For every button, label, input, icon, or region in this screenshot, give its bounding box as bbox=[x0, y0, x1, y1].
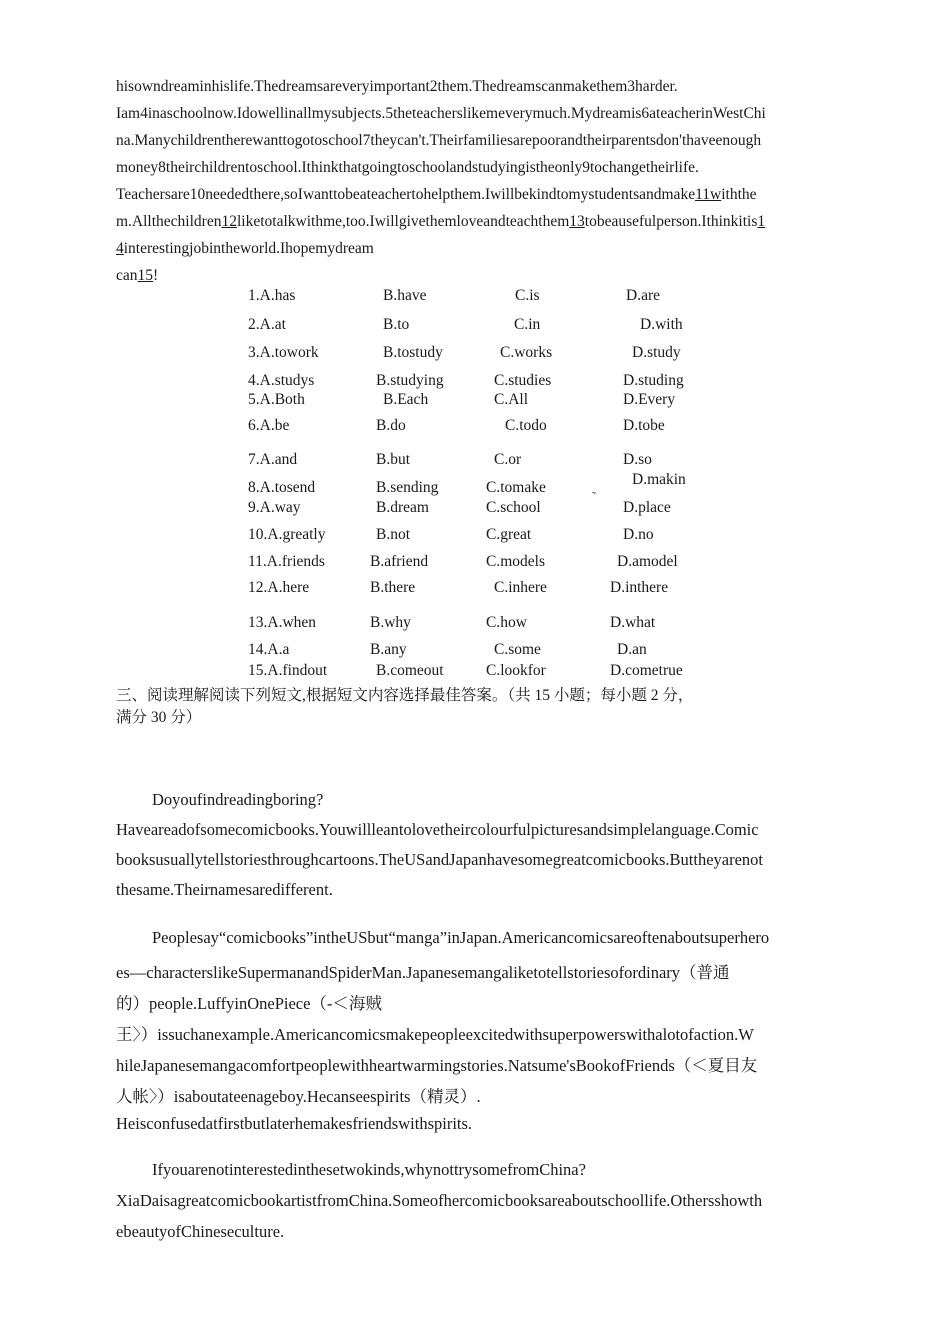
option-d: D.no bbox=[623, 526, 654, 543]
option-d: D.studing bbox=[623, 372, 684, 389]
passage-line: hileJapanesemangacomfortpeoplewithheartwarmingstories.Natsume'sBookofFriends（＜夏目友 bbox=[116, 1056, 758, 1075]
option-a: 7.A.and bbox=[248, 451, 298, 468]
option-a: 15.A.findout bbox=[248, 662, 328, 679]
option-a: 2.A.at bbox=[248, 316, 286, 333]
blank-marker: 12 bbox=[221, 213, 237, 230]
passage-line: booksusuallytellstoriesthroughcartoons.TheUSandJapanhavesomegreatcomicbooks.Buttheyarenot bbox=[116, 850, 764, 869]
blank-marker: 4 bbox=[116, 240, 124, 257]
option-c: C.or bbox=[494, 451, 522, 468]
option-b: B.tostudy bbox=[383, 344, 443, 361]
option-b: B.comeout bbox=[376, 662, 444, 679]
option-a: 13.A.when bbox=[248, 614, 317, 631]
option-b: B.studying bbox=[376, 372, 444, 389]
passage-line: 王〉）issuchanexample.Americancomicsmakepeopleexcitedwithsuperpowerswithalotofaction.W bbox=[116, 1025, 754, 1044]
option-b: B.afriend bbox=[370, 553, 429, 570]
option-b: B.do bbox=[376, 417, 406, 434]
option-c: C.great bbox=[486, 526, 532, 543]
passage-line: es—characterslikeSupermanandSpiderMan.Japanesemangaliketotellstoriesofordinary（普通 bbox=[116, 963, 730, 982]
option-d: D.are bbox=[626, 287, 660, 304]
cloze-line: na.Manychildrentherewanttogotoschool7theycan't.Theirfamiliesarepoorandtheirparentsdon'thaveenough bbox=[116, 132, 762, 149]
option-c: C.some bbox=[494, 641, 541, 658]
option-b: B.Each bbox=[383, 391, 429, 408]
passage-line: Peoplesay“comicbooks”intheUSbut“manga”inJapan.Americancomicsareoftenaboutsuperhero bbox=[152, 928, 770, 947]
section-heading-line: 满分 30 分） bbox=[116, 709, 202, 726]
option-c: C.school bbox=[486, 499, 541, 516]
blank-marker: 1 bbox=[757, 213, 766, 230]
cloze-line: hisowndreaminhislife.Thedreamsareveryimportant2them.Thedreamscanmakethem3harder. bbox=[116, 78, 678, 95]
option-b: B.any bbox=[370, 641, 407, 658]
option-d: D.with bbox=[640, 316, 683, 333]
cloze-line: can15! bbox=[116, 267, 159, 284]
option-a: 11.A.friends bbox=[248, 553, 325, 570]
passage-line: Haveareadofsomecomicbooks.Youwillleantolovetheircolourfulpicturesandsimplelanguage.Comic bbox=[116, 820, 759, 839]
option-a: 3.A.towork bbox=[248, 344, 319, 361]
option-c: C.is bbox=[515, 287, 540, 304]
option-c: C.All bbox=[494, 391, 529, 408]
scan-artifact: ˜ bbox=[592, 489, 596, 503]
option-a: 8.A.tosend bbox=[248, 479, 316, 496]
option-a: 14.A.a bbox=[248, 641, 290, 658]
option-b: B.there bbox=[370, 579, 416, 596]
passage-line: Ifyouarenotinterestedinthesetwokinds,whynottrysomefromChina? bbox=[152, 1160, 586, 1179]
option-d: D.an bbox=[617, 641, 647, 658]
option-a: 12.A.here bbox=[248, 579, 310, 596]
cloze-line: money8theirchildrentoschool.Ithinkthatgoingtoschoolandstudyingistheonly9tochangetheirlife. bbox=[116, 159, 699, 176]
option-b: B.but bbox=[376, 451, 411, 468]
option-d: D.so bbox=[623, 451, 652, 468]
blank-marker: 11w bbox=[695, 186, 722, 203]
option-d: D.study bbox=[632, 344, 681, 361]
option-b: B.not bbox=[376, 526, 411, 543]
blank-marker: 13 bbox=[569, 213, 585, 230]
option-a: 9.A.way bbox=[248, 499, 301, 516]
option-b: B.dream bbox=[376, 499, 429, 516]
passage-line: Heisconfusedatfirstbutlaterhemakesfriendswithspirits. bbox=[116, 1114, 473, 1133]
passage-line: 的）people.LuffyinOnePiece（-＜海贼 bbox=[116, 994, 382, 1013]
passage-line: XiaDaisagreatcomicbookartistfromChina.Someofhercomicbooksareaboutschoollife.Othersshowth bbox=[116, 1191, 763, 1210]
option-c: C.todo bbox=[505, 417, 547, 434]
option-c: C.tomake bbox=[486, 479, 546, 496]
option-c: C.works bbox=[500, 344, 553, 361]
passage-line: Doyoufindreadingboring? bbox=[152, 790, 324, 809]
option-d: D.Every bbox=[623, 391, 676, 408]
option-c: C.studies bbox=[494, 372, 552, 389]
option-d: D.amodel bbox=[617, 553, 678, 570]
cloze-line: 4interestingjobintheworld.Ihopemydream bbox=[116, 240, 374, 257]
option-c: C.lookfor bbox=[486, 662, 546, 679]
option-b: B.why bbox=[370, 614, 411, 631]
option-d: D.inthere bbox=[610, 579, 669, 596]
option-c: C.in bbox=[514, 316, 541, 333]
passage-line: thesame.Theirnamesaredifferent. bbox=[116, 880, 333, 899]
cloze-line: Iam4inaschoolnow.Idowellinallmysubjects.5theteacherslikemeverymuch.Mydreamis6ateacherinWestChi bbox=[116, 105, 766, 122]
passage-line: ebeautyofChineseculture. bbox=[116, 1222, 285, 1241]
option-b: B.sending bbox=[376, 479, 439, 496]
cloze-line: m.Allthechildren12liketotalkwithme,too.Iwillgivethemloveandteachthem13tobeausefulperson.Ithinkitis1 bbox=[116, 213, 766, 230]
option-d: D.makin bbox=[632, 471, 686, 488]
option-c: C.how bbox=[486, 614, 527, 631]
option-d: D.place bbox=[623, 499, 671, 516]
cloze-line: Teachersare10neededthere,soIwanttobeateachertohelpthem.Iwillbekindtomystudentsandmake11withthe bbox=[116, 186, 757, 203]
blank-marker: 15 bbox=[137, 267, 154, 284]
option-b: B.to bbox=[383, 316, 410, 333]
section-heading-line: 三、阅读理解阅读下列短文,根据短文内容选择最佳答案。（共 15 小题；每小题 2 分， bbox=[116, 687, 694, 704]
option-d: D.what bbox=[610, 614, 656, 631]
option-c: C.models bbox=[486, 553, 545, 570]
option-a: 10.A.greatly bbox=[248, 526, 326, 543]
option-a: 4.A.studys bbox=[248, 372, 315, 389]
option-d: D.cometrue bbox=[610, 662, 683, 679]
option-d: D.tobe bbox=[623, 417, 665, 434]
option-a: 5.A.Both bbox=[248, 391, 305, 408]
option-a: 6.A.be bbox=[248, 417, 290, 434]
option-b: B.have bbox=[383, 287, 427, 304]
option-a: 1.A.has bbox=[248, 287, 296, 304]
passage-line: 人帐〉）isaboutateenageboy.Hecanseespirits（精灵）. bbox=[116, 1087, 481, 1106]
option-c: C.inhere bbox=[494, 579, 547, 596]
